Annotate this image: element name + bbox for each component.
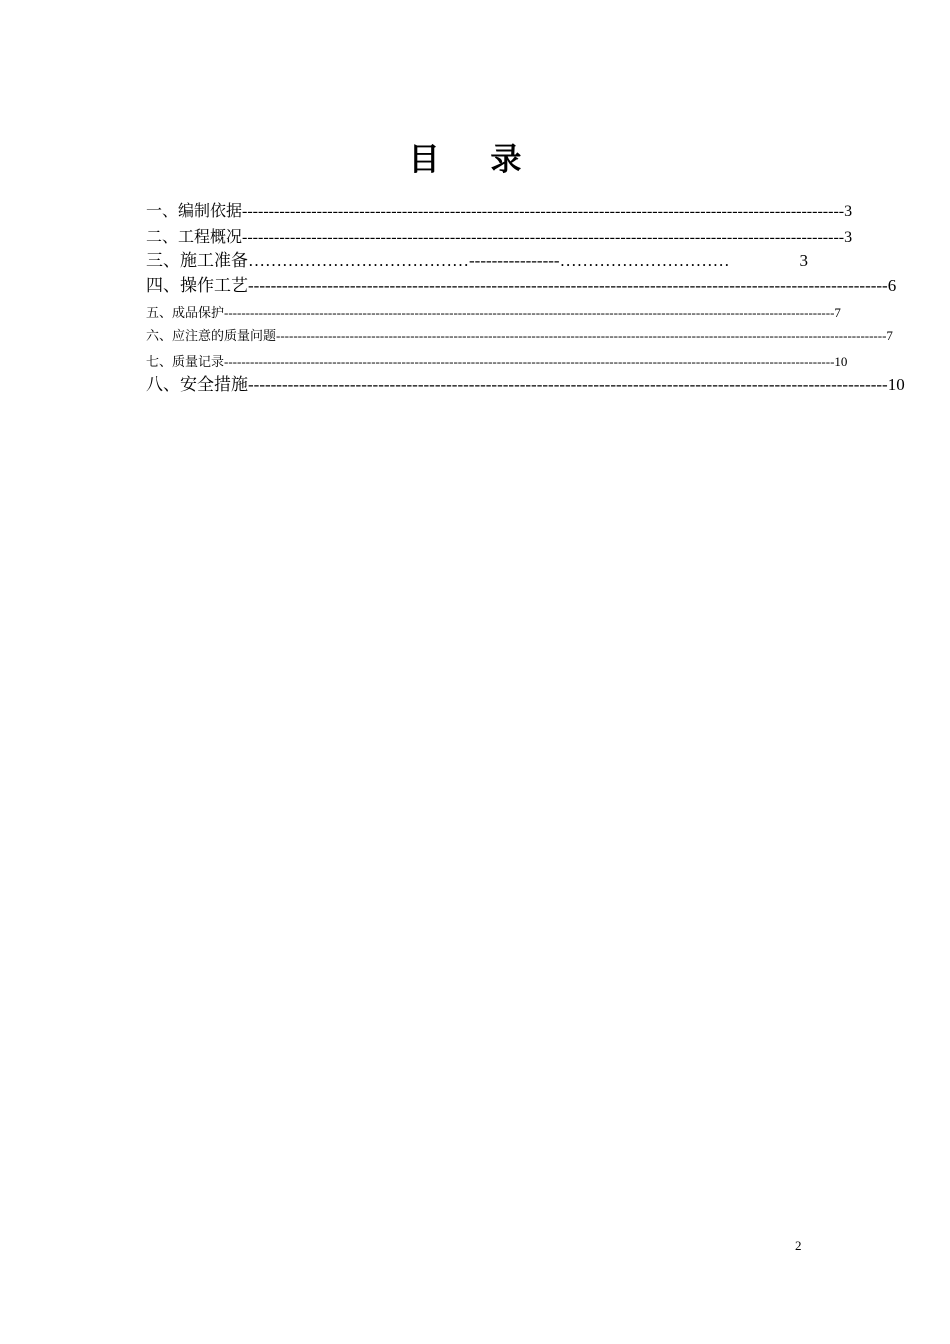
toc-entry-label: 八、安全措施: [146, 375, 248, 395]
toc-entry-page: 10: [887, 375, 905, 394]
toc-entry[interactable]: [146, 326, 893, 347]
toc-entry-page: 3: [799, 251, 808, 270]
toc-entry-leader: -----------------------------------------------------------------------------------------------------------------: [248, 375, 888, 394]
toc-entry-label: 五、成品保护: [146, 306, 225, 321]
toc-entry[interactable]: [146, 200, 853, 223]
toc-entry[interactable]: [146, 226, 853, 249]
toc-entry-label: 六、应注意的质量问题: [146, 329, 277, 344]
toc-entry-leader: -----------------------------------------------------------------------------------------------------------------: [242, 229, 845, 246]
toc-entry-label: 三、施工准备: [146, 251, 248, 271]
toc-entry-page: 10: [834, 354, 848, 369]
page-number: 2: [795, 1238, 802, 1253]
toc-entry-page: 7: [834, 305, 841, 320]
toc-entry-page: 3: [844, 229, 853, 246]
toc-entry-leader: -----------------------------------------------------------------------------------------------------------------: [248, 276, 888, 295]
toc-entry[interactable]: [146, 352, 848, 373]
toc-entry-leader: …………………………………----------------…………………………: [248, 251, 730, 270]
toc-entry[interactable]: [146, 275, 897, 297]
toc-entry-page: 3: [844, 203, 853, 220]
toc-entry-page: 7: [886, 328, 893, 343]
toc-entry-label: 二、工程概况: [146, 227, 243, 246]
toc-entry[interactable]: [146, 374, 905, 396]
toc-entry-page: 6: [887, 276, 897, 295]
toc-entry-label: 一、编制依据: [146, 201, 243, 220]
toc-title: 目 录: [408, 142, 542, 178]
toc-entry-leader: -----------------------------------------------------------------------------------------------------------------: [242, 203, 845, 220]
toc-entry-leader: ---------------------------------------------------------------------------------------------------------------------------------------------: [276, 328, 887, 343]
toc-entry-leader: ---------------------------------------------------------------------------------------------------------------------------------------------: [224, 354, 835, 369]
toc-entry-label: 七、质量记录: [146, 355, 225, 370]
toc-entry-label: 四、操作工艺: [146, 276, 248, 296]
toc-entry-leader: ---------------------------------------------------------------------------------------------------------------------------------------------: [224, 305, 835, 320]
toc-entry[interactable]: [146, 303, 841, 324]
toc-entry[interactable]: [146, 250, 808, 272]
